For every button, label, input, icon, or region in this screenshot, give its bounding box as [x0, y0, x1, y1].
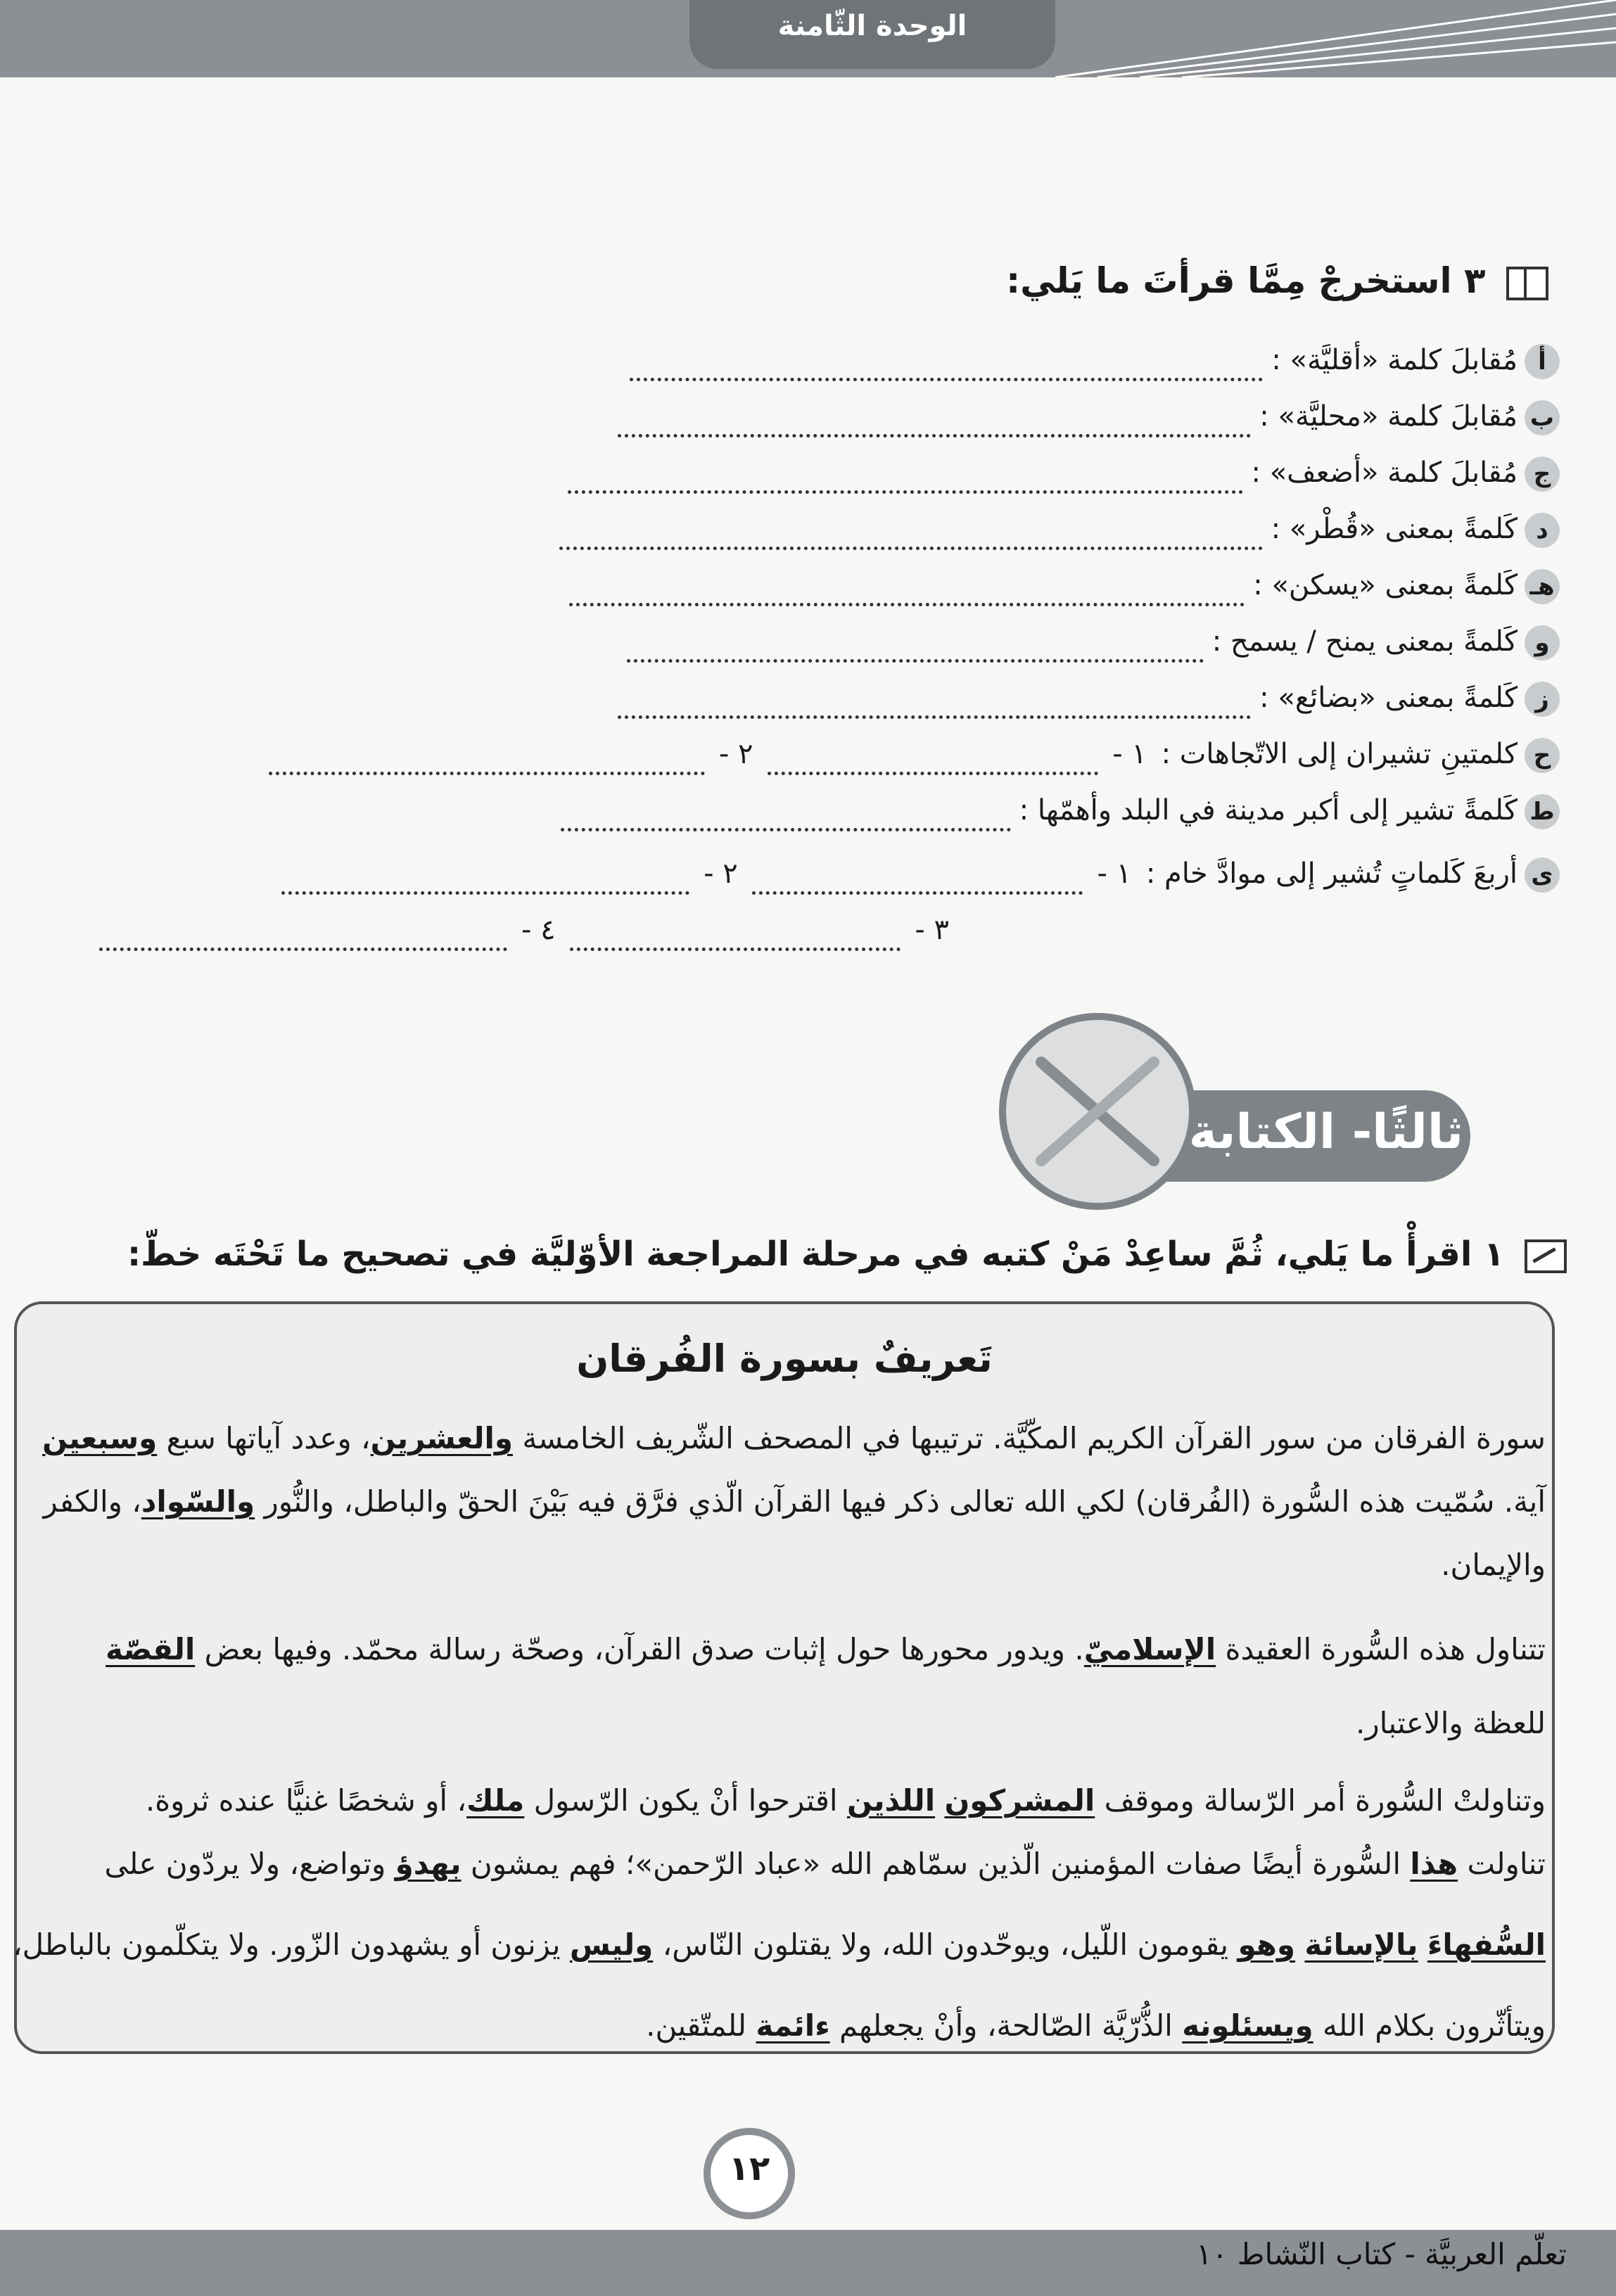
answer-line[interactable] — [752, 870, 1083, 895]
answer-number: ٢ - — [718, 738, 753, 770]
item-text: مُقابلَ كلمة «أقليَّة» : — [1271, 344, 1518, 376]
section-title: ثالثًا- الكتابة — [1188, 1104, 1463, 1160]
underlined-word: بالإسائة — [1304, 1927, 1418, 1962]
answer-line[interactable] — [618, 413, 1251, 438]
answer-line[interactable] — [269, 751, 705, 775]
answer-line[interactable] — [99, 926, 507, 951]
paragraph-line: ويتأثّرون بكلام الله ويسئلونه الذُّرّيَّة الصّالحة، وأنْ يجعلهم ءائمة للمتّقين. — [646, 2008, 1546, 2043]
item-letter: ب — [1525, 400, 1560, 435]
answer-line[interactable] — [568, 469, 1243, 494]
exercise3-title: استخرجْ مِمَّا قرأتَ ما يَلي: — [1006, 260, 1452, 301]
item-letter: د — [1525, 513, 1560, 548]
item-letter: ح — [1525, 738, 1560, 773]
underlined-word: المشركون — [944, 1783, 1095, 1818]
page-number: ١٢ — [728, 2149, 770, 2188]
pencil-icon — [1525, 1239, 1567, 1273]
underlined-word: والسّواد — [141, 1484, 255, 1519]
answer-number: ١ - — [1097, 857, 1132, 890]
item-letter: أ — [1525, 344, 1560, 379]
unit-title: الوحدة الثّامنة — [777, 10, 967, 42]
paragraph-line: والإيمان. — [1441, 1548, 1546, 1582]
answer-line[interactable] — [281, 870, 689, 895]
exercise1-number: ١ — [1483, 1235, 1505, 1274]
answer-number: ٢ - — [704, 857, 738, 890]
list-item — [559, 508, 1560, 550]
underlined-word: وليس — [569, 1927, 654, 1962]
item-letter: ز — [1525, 682, 1560, 717]
item-text: أربعَ كَلماتٍ تُشير إلى موادَّ خام : — [1145, 857, 1518, 890]
header-decoration — [1055, 0, 1616, 77]
item-letter: ج — [1525, 457, 1560, 492]
item-text: كَلمةً تشير إلى أكبر مدينة في البلد وأهمّها : — [1019, 794, 1518, 827]
underlined-word: ويسئلونه — [1182, 2008, 1313, 2043]
underlined-word: القصّة — [106, 1632, 196, 1666]
paragraph-line: للعظة والاعتبار. — [1355, 1706, 1546, 1740]
box-title: تَعريفٌ بسورة الفُرقان — [576, 1337, 993, 1381]
paragraph-line: السُّفهاءَ بالإسائة وهو يقومون اللّيل، ويوحّدون الله، ولا يقتلون النّاس، وليس يزنون أو يشهدون الزّور. ولا يتكلّمون بالباطل، — [13, 1927, 1546, 1962]
list-item — [627, 620, 1560, 663]
paragraph-line: وتناولتْ السُّورة أمر الرّسالة وموقف المشركون اللذين اقترحوا أنْ يكون الرّسول ملك، أو شخصًا غنيًّا عنده ثروة. — [145, 1783, 1546, 1818]
underlined-word: وسبعين — [42, 1421, 158, 1455]
underlined-word: والعشرين — [370, 1421, 513, 1455]
underlined-word: وهو — [1238, 1927, 1296, 1962]
list-item — [569, 564, 1560, 606]
underlined-word: الإسلاميّ — [1083, 1632, 1216, 1666]
item-text: كَلمةً بمعنى يمنح / يسمح : — [1211, 625, 1518, 658]
answer-number: ٤ - — [521, 914, 556, 946]
book-title: تعلّم العربيَّة - كتاب النّشاط ١٠ — [1196, 2237, 1567, 2271]
answer-line[interactable] — [561, 807, 1011, 831]
item-text: كَلمةً بمعنى «بضائع» : — [1259, 682, 1518, 714]
underlined-word: ملك — [466, 1783, 525, 1818]
item-text: كَلمةً بمعنى «قُطْر» : — [1271, 513, 1518, 545]
paragraph-line: تتناول هذه السُّورة العقيدة الإسلاميّ. ويدور محورها حول إثبات صدق القرآن، وصحّة رسالة محمّد. وفيها بعض القصّة — [106, 1632, 1546, 1666]
underlined-word: هذا — [1410, 1847, 1458, 1881]
paragraph-line: تناولت هذا السُّورة أيضًا صفات المؤمنين الّذين سمّاهم الله «عباد الرّحمن»؛ فهم يمشون بهدؤ وتواضع، ولا يردّون على — [104, 1847, 1546, 1881]
list-item — [630, 339, 1560, 381]
list-item — [568, 452, 1560, 494]
list-item — [269, 733, 1560, 775]
book-icon — [1506, 267, 1548, 300]
answer-line[interactable] — [570, 926, 901, 951]
item-text: كلمتينِ تشيران إلى الاتّجاهات : — [1161, 738, 1518, 770]
item-text: مُقابلَ كلمة «أضعف» : — [1251, 457, 1518, 489]
list-item — [99, 909, 955, 951]
list-item — [618, 395, 1560, 438]
answer-line[interactable] — [630, 357, 1263, 381]
item-text: كَلمةً بمعنى «يسكن» : — [1253, 569, 1518, 601]
exercise3-heading — [423, 260, 1548, 301]
answer-number: ٣ - — [915, 914, 949, 946]
item-text: مُقابلَ كلمة «محليَّة» : — [1259, 400, 1518, 433]
paragraph-line: سورة الفرقان من سور القرآن الكريم المكّيَّة. ترتيبها في المصحف الشّريف الخامسة والعشرين، وعدد آياتها سبع وسبعين — [42, 1421, 1546, 1455]
underlined-word: اللذين — [846, 1783, 936, 1818]
exercise1-title: اقرأْ ما يَلي، ثُمَّ ساعِدْ مَنْ كتبه في مرحلة المراجعة الأوّليَّة في تصحيح ما تَحْتَه خطّ: — [127, 1235, 1472, 1274]
item-letter: ط — [1525, 794, 1560, 829]
list-item — [281, 853, 1560, 895]
list-item — [561, 789, 1560, 831]
exercise1-heading — [19, 1235, 1567, 1274]
paragraph-line: آية. سُمّيت هذه السُّورة (الفُرقان) لكي الله تعالى ذكر فيها القرآن الّذي فرَّق فيه بَيْنَ الحقّ والباطل، والنُّور والسّواد، والكفر — [43, 1484, 1546, 1519]
answer-line[interactable] — [569, 582, 1245, 606]
answer-number: ١ - — [1112, 738, 1147, 770]
underlined-word: ءائمة — [756, 2008, 830, 2043]
list-item — [618, 677, 1560, 719]
answer-line[interactable] — [627, 638, 1204, 663]
exercise3-number: ٣ — [1464, 260, 1486, 301]
answer-line[interactable] — [618, 694, 1251, 719]
underlined-word: بهدؤ — [395, 1847, 462, 1881]
underlined-word: السُّفهاءَ — [1427, 1927, 1546, 1962]
item-letter: و — [1525, 625, 1560, 661]
answer-line[interactable] — [559, 525, 1263, 550]
item-letter: هـ — [1525, 569, 1560, 604]
answer-line[interactable] — [768, 751, 1098, 775]
item-letter: ى — [1525, 857, 1560, 893]
